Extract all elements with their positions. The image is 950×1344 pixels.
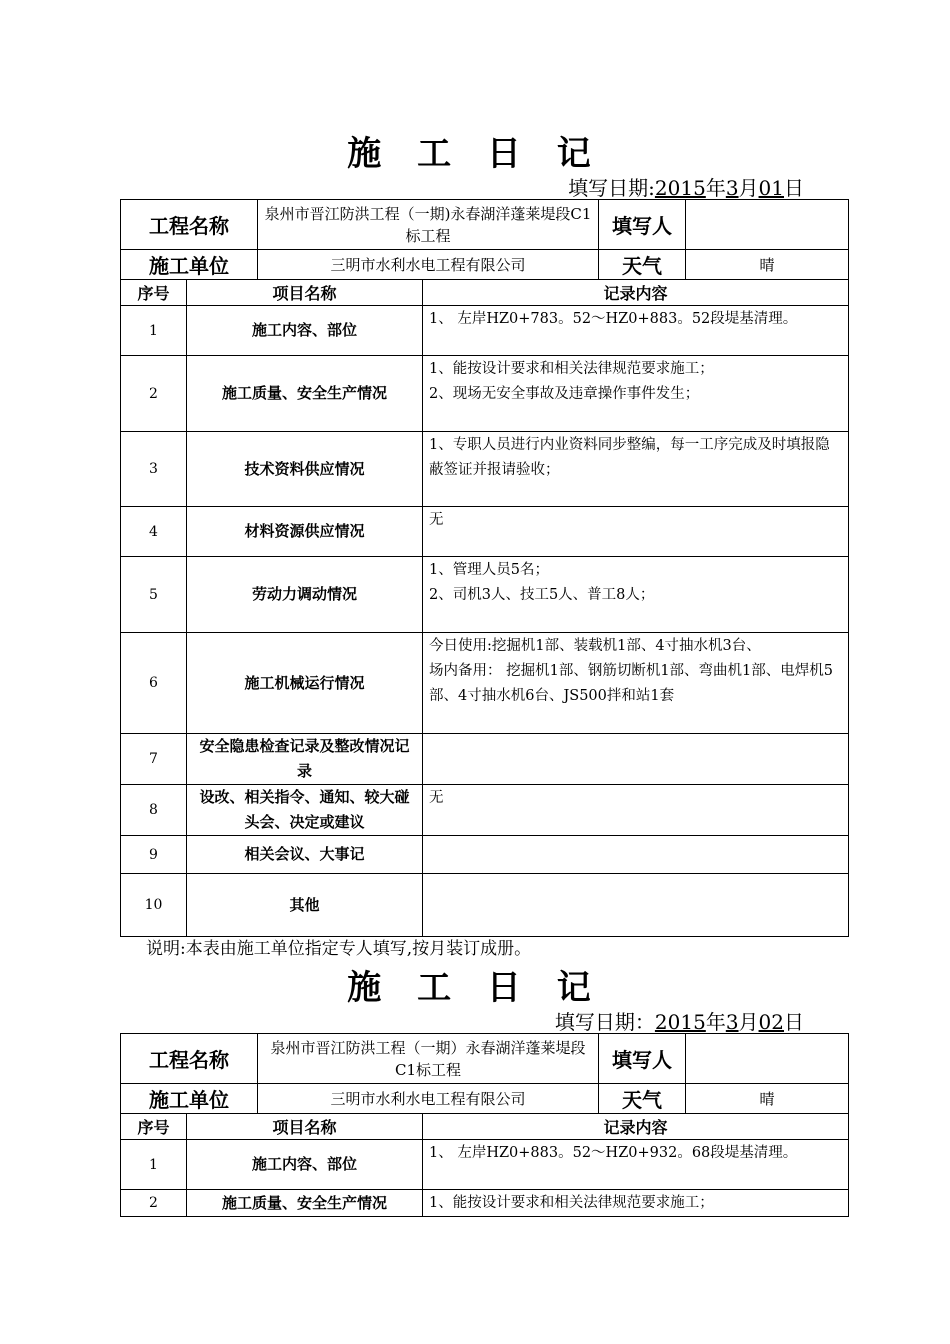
weather-value: 晴 — [686, 250, 849, 280]
weather-value: 晴 — [686, 1084, 849, 1114]
column-header-row — [121, 280, 849, 306]
footnote: 说明:本表由施工单位指定专人填写,按月装订成册。 — [146, 939, 532, 959]
content-line: 2、司机3人、技工5人、普工8人； — [429, 587, 655, 603]
table-row — [121, 836, 849, 874]
header-row-project — [121, 200, 849, 250]
content-line: 今日使用:挖掘机1部、装载机1部、4寸抽水机3台、 — [429, 638, 761, 654]
row-number: 10 — [121, 874, 187, 937]
table-row — [121, 1190, 849, 1217]
construction-unit-label: 施工单位 — [121, 1084, 258, 1114]
date-prefix: 填写日期: — [568, 176, 655, 200]
content-line: 1、 左岸HZ0+883。52～HZ0+932。68段堤基清理。 — [429, 1145, 798, 1161]
date-month: 3 — [725, 176, 739, 200]
row-number: 6 — [121, 633, 187, 734]
date-day: 01 — [758, 176, 784, 200]
row-content — [423, 356, 849, 432]
row-number: 1 — [121, 306, 187, 356]
date-year: 2015 — [654, 176, 706, 200]
row-content — [423, 785, 849, 836]
table-row — [121, 356, 849, 432]
content-line: 1、 左岸HZ0+783。52～HZ0+883。52段堤基清理。 — [429, 311, 798, 327]
construction-unit-label: 施工单位 — [121, 250, 258, 280]
table-row — [121, 306, 849, 356]
project-name-value: 泉州市晋江防洪工程（一期）永春湖洋蓬莱堤段C1标工程 — [258, 1034, 599, 1084]
col-header-item: 项目名称 — [187, 280, 423, 306]
row-content — [423, 633, 849, 734]
content-line: 2、现场无安全事故及违章操作事件发生； — [429, 386, 700, 402]
construction-unit-value: 三明市水利水电工程有限公司 — [258, 250, 599, 280]
table-row — [121, 557, 849, 633]
row-item: 设改、相关指令、通知、较大碰头会、决定或建议 — [187, 785, 423, 836]
date-day-suffix: 日 — [784, 176, 804, 200]
diary-title: 施 工 日 记 — [347, 134, 603, 174]
fill-date — [568, 172, 804, 201]
content-line: 1、管理人员5名； — [429, 562, 549, 578]
table-row — [121, 432, 849, 507]
table-row — [121, 633, 849, 734]
row-item: 相关会议、大事记 — [187, 836, 423, 874]
col-header-item: 项目名称 — [187, 1114, 423, 1140]
diary-table — [120, 1033, 849, 1217]
row-content — [423, 507, 849, 557]
content-line: 无 — [429, 790, 444, 806]
date-year-suffix: 年 — [705, 176, 726, 200]
row-content — [423, 836, 849, 874]
date-month-suffix: 月 — [738, 1010, 759, 1034]
row-number: 1 — [121, 1140, 187, 1190]
date-year: 2015 — [654, 1010, 706, 1034]
col-header-content: 记录内容 — [423, 1114, 849, 1140]
date-month-suffix: 月 — [738, 176, 759, 200]
project-name-value: 泉州市晋江防洪工程（一期)永春湖洋蓬莱堤段C1标工程 — [258, 200, 599, 250]
row-item: 施工内容、部位 — [187, 306, 423, 356]
date-day-suffix: 日 — [784, 1010, 804, 1034]
filler-label: 填写人 — [599, 1034, 686, 1084]
col-header-no: 序号 — [121, 280, 187, 306]
weather-label: 天气 — [599, 1084, 686, 1114]
diary-title: 施 工 日 记 — [347, 968, 603, 1008]
row-item: 劳动力调动情况 — [187, 557, 423, 633]
diary-table — [120, 199, 849, 937]
header-row-project — [121, 1034, 849, 1084]
table-row — [121, 507, 849, 557]
row-content — [423, 874, 849, 937]
row-content — [423, 557, 849, 633]
filler-label: 填写人 — [599, 200, 686, 250]
header-row-unit — [121, 250, 849, 280]
date-year-suffix: 年 — [705, 1010, 726, 1034]
date-day: 02 — [758, 1010, 784, 1034]
col-header-no: 序号 — [121, 1114, 187, 1140]
column-header-row — [121, 1114, 849, 1140]
row-item: 其他 — [187, 874, 423, 937]
row-number: 5 — [121, 557, 187, 633]
row-content — [423, 432, 849, 507]
row-item: 施工机械运行情况 — [187, 633, 423, 734]
row-content — [423, 1140, 849, 1190]
project-name-label: 工程名称 — [121, 1034, 258, 1084]
content-line: 1、能按设计要求和相关法律规范要求施工； — [429, 361, 714, 377]
row-number: 4 — [121, 507, 187, 557]
content-line: 1、能按设计要求和相关法律规范要求施工； — [429, 1195, 714, 1211]
content-line: 场内备用： 挖掘机1部、钢筋切断机1部、弯曲机1部、电焊机5部、4寸抽水机6台、JS500拌和站1套 — [429, 663, 834, 704]
row-item: 施工内容、部位 — [187, 1140, 423, 1190]
row-number: 9 — [121, 836, 187, 874]
row-item: 技术资料供应情况 — [187, 432, 423, 507]
date-prefix: 填写日期： — [554, 1010, 655, 1034]
filler-value — [686, 200, 849, 250]
row-number: 3 — [121, 432, 187, 507]
row-number: 2 — [121, 1190, 187, 1217]
construction-unit-value: 三明市水利水电工程有限公司 — [258, 1084, 599, 1114]
content-line: 1、专职人员进行内业资料同步整编，每一工序完成及时填报隐蔽签证并报请验收； — [429, 437, 830, 478]
fill-date — [555, 1006, 804, 1035]
date-month: 3 — [725, 1010, 739, 1034]
row-number: 7 — [121, 734, 187, 785]
table-row — [121, 1140, 849, 1190]
col-header-content: 记录内容 — [423, 280, 849, 306]
table-row — [121, 874, 849, 937]
table-row — [121, 785, 849, 836]
row-content — [423, 734, 849, 785]
row-item: 施工质量、安全生产情况 — [187, 1190, 423, 1217]
row-item: 施工质量、安全生产情况 — [187, 356, 423, 432]
row-number: 8 — [121, 785, 187, 836]
row-content — [423, 1190, 849, 1217]
filler-value — [686, 1034, 849, 1084]
row-item: 安全隐患检查记录及整改情况记录 — [187, 734, 423, 785]
header-row-unit — [121, 1084, 849, 1114]
row-content — [423, 306, 849, 356]
project-name-label: 工程名称 — [121, 200, 258, 250]
row-number: 2 — [121, 356, 187, 432]
weather-label: 天气 — [599, 250, 686, 280]
row-item: 材料资源供应情况 — [187, 507, 423, 557]
table-row — [121, 734, 849, 785]
content-line: 无 — [429, 512, 444, 528]
